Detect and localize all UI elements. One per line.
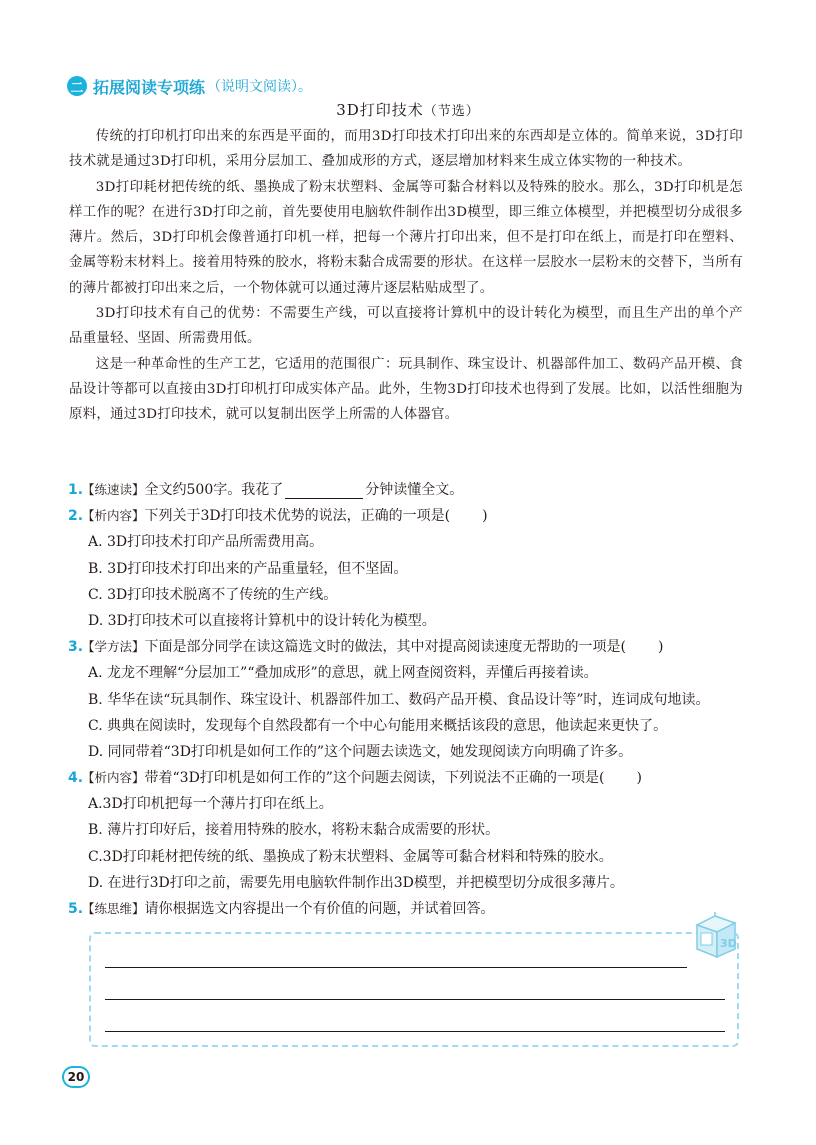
question-tag: 【练思维】 — [82, 901, 145, 917]
3d-label: 3D — [720, 937, 737, 950]
article-paragraph: 3D打印技术有自己的优势：不需要生产线，可以直接将计算机中的设计转化为模型，而且生产出的单个产品重量轻、坚固、所需费用低。 — [69, 306, 743, 347]
article-title-text: 3D打印技术 — [336, 101, 424, 119]
option-b: B. 3D打印技术打印出来的产品重量轻，但不坚固。 — [88, 560, 408, 577]
question-tag: 【析内容】 — [82, 508, 145, 524]
answer-line[interactable] — [105, 999, 725, 1000]
option-c: C.3D打印耗材把传统的纸、墨换成了粉末状塑料、金属等可黏合材料和特殊的胶水。 — [88, 848, 613, 865]
section-number-badge: 二 — [67, 76, 87, 96]
option-d: D. 同同带着“3D打印机是如何工作的”这个问题去读选文，她发现阅读方向明确了许多。 — [88, 743, 633, 760]
question-text: 下面是部分同学在读这篇选文时的做法，其中对提高阅读速度无帮助的一项是( — [144, 639, 626, 656]
question-list — [68, 477, 758, 922]
section-subtitle: （说明文阅读）。 — [207, 79, 313, 95]
option-d: D. 3D打印技术可以直接将计算机中的设计转化为模型。 — [88, 612, 436, 629]
option-a: A. 3D打印技术打印产品所需费用高。 — [88, 534, 324, 551]
question-text: 全文约500字。我花了 — [144, 482, 284, 499]
question-text: 请你根据选文内容提出一个有价值的问题，并试着回答。 — [144, 901, 495, 918]
answer-paren-close: ) — [657, 639, 664, 656]
option-c: C. 3D打印技术脱离不了传统的生产线。 — [88, 586, 338, 603]
question-tag: 【学方法】 — [82, 639, 145, 655]
question-tag: 【练速读】 — [82, 482, 145, 498]
article-body — [69, 124, 743, 428]
question-2 — [68, 503, 758, 529]
answer-box — [89, 932, 739, 1047]
question-4 — [68, 765, 758, 791]
question-text-after: 分钟读懂全文。 — [365, 482, 464, 499]
section-title: 拓展阅读专项练 — [93, 77, 206, 97]
option-c: C. 典典在阅读时，发现每个自然段都有一个中心句能用来概括该段的意思，他读起来更快了。 — [88, 717, 668, 734]
answer-line[interactable] — [105, 1031, 725, 1032]
question-number: 3. — [68, 639, 84, 656]
minutes-blank[interactable] — [285, 482, 363, 499]
answer-paren-close: ) — [636, 770, 642, 787]
page-number: 20 — [62, 1066, 90, 1088]
article-paragraph: 传统的打印机打印出来的东西是平面的，而用3D打印技术打印出来的东西却是立体的。简单来说，3D打印技术就是通过3D打印机，采用分层加工、叠加成形的方式，逐层增加材料来生成立体实物的一种技术。 — [69, 129, 743, 170]
article-title-note: （节选） — [423, 104, 480, 119]
option-d: D. 在进行3D打印之前，需要先用电脑软件制作出3D模型，并把模型切分成很多薄片。 — [88, 874, 624, 891]
option-a: A. 龙龙不理解“分层加工”“叠加成形”的意思，就上网查阅资料，弄懂后再接着读。 — [88, 665, 598, 682]
option-a: A.3D打印机把每一个薄片打印在纸上。 — [88, 796, 333, 813]
question-number: 4. — [68, 770, 84, 787]
answer-paren-close: ) — [482, 508, 488, 525]
question-number: 2. — [68, 508, 84, 525]
3d-printer-icon — [691, 911, 741, 963]
answer-line[interactable] — [105, 967, 687, 968]
question-3 — [68, 634, 758, 660]
question-tag: 【析内容】 — [82, 770, 145, 786]
section-heading — [67, 74, 312, 98]
option-b: B. 华华在读“玩具制作、珠宝设计、机器部件加工、数码产品开模、食品设计等”时，连词成句地读。 — [88, 691, 710, 708]
question-text: 下列关于3D打印技术优势的说法，正确的一项是( — [144, 508, 451, 525]
question-1 — [68, 477, 758, 503]
question-5 — [68, 896, 758, 922]
article-title — [0, 99, 816, 120]
question-number: 1. — [68, 482, 84, 499]
article-paragraph: 这是一种革命性的生产工艺，它适用的范围很广：玩具制作、珠宝设计、机器部件加工、数码产品开模、食品设计等都可以直接由3D打印机打印成实体产品。此外，生物3D打印技术也得到了发展。比如，以活性细胞为原料，通过3D打印技术，就可以复制出医学上所需的人体器官。 — [69, 356, 743, 423]
question-number: 5. — [68, 901, 84, 918]
option-b: B. 薄片打印好后，接着用特殊的胶水，将粉末黏合成需要的形状。 — [88, 822, 500, 839]
article-paragraph: 3D打印耗材把传统的纸、墨换成了粉末状塑料、金属等可黏合材料以及特殊的胶水。那么，3D打印机是怎样工作的呢？在进行3D打印之前，首先要使用电脑软件制作出3D模型，即三维立体模型，并把模型切分成很多薄片。然后，3D打印机会像普通打印机一样，把每一个薄片打印出来，但不是打印在纸上，而是打印在塑料、金属等粉末材料上。接着用特殊的胶水，将粉末黏合成需要的形状。在这样一层胶水一层粉末的交替下，当所有的薄片都被打印出来之后，一个物体就可以通过薄片逐层粘贴成型了。 — [69, 179, 743, 296]
question-text: 带着“3D打印机是如何工作的”这个问题去阅读，下列说法不正确的一项是( — [144, 770, 605, 787]
